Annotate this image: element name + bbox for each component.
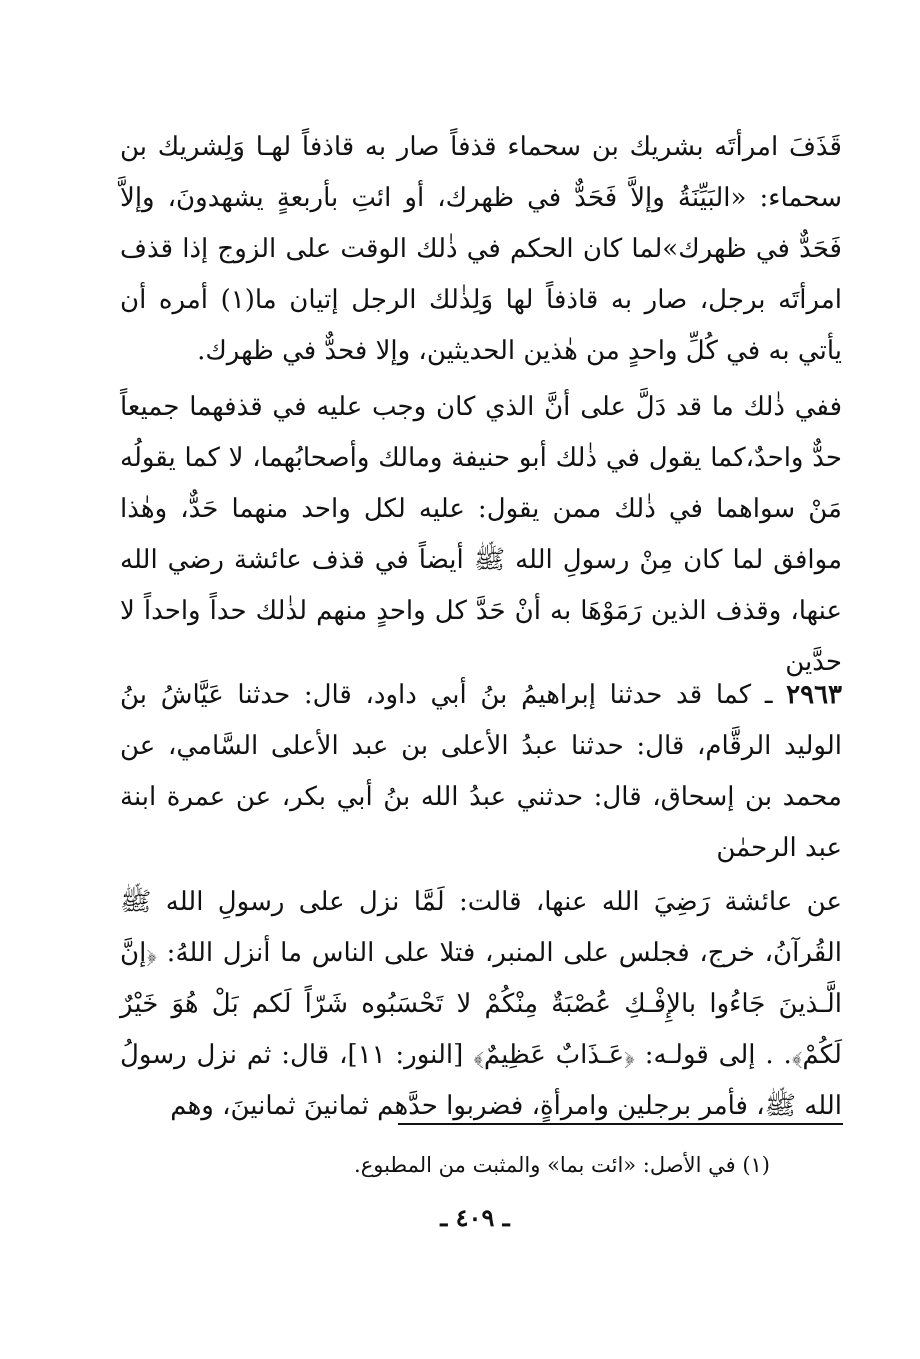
page-number-text: ـ ٤٠٩ ـ [440,1203,510,1232]
footnote-text: (١) في الأصل: «ائت بما» والمثبت من المطبوع. [354,1153,770,1177]
paragraph-text: قَذَفَ امرأتَه بشريك بن سحماء قذفاً صار به قاذفاً لهـا وَلِشريك بن سحماء: «البَيِّنَةُ وإلاَّ فَحَدٌّ في ظهرك، أو ائتِ بأربعةٍ يشهدونَ، وإلاَّ فَحَدٌّ في ظهرك»لما كان الحكم في ذٰلك الوقت على الزوج إذا قذف امرأتَه برجل، صار به قاذفاً لها وَلِذٰلك الرجل إتيان ما(١) أمره أن يأتي به في كُلِّ واحدٍ من هٰذين الحديثين، وإلا فحدٌّ في ظهرك. [120,132,843,366]
paragraph-text: ففي ذٰلك ما قد دَلَّ على أنَّ الذي كان وجب عليه في قذفهما جميعاً حدٌّ واحدٌ،كما يقول في ذٰلك أبو حنيفة ومالك وأصحابُهما، لا كما يقولُه مَنْ سواهما في ذٰلك ممن يقول: عليه لكل واحد منهما حَدٌّ، وهٰذا موافق لما كان مِنْ رسولِ الله ﷺ أيضاً في قذف عائشة رضي الله عنها، وقذف الذين رَمَوْهَا به أنْ حَدَّ كل واحدٍ منهم لذٰلك حداً واحداً لا حدَّين [120,392,842,677]
paragraph-text: ـ كما قد حدثنا إبراهيمُ بنُ أبي داود، قال: حدثنا عَيَّاشُ بنُ الوليد الرقَّام، قال: حدثنا عبدُ الأعلى بن عبد الأعلى السَّامي، عن محمد بن إسحاق، قال: حدثني عبدُ الله بنُ أبي بكر، عن عمرة ابنة عبد الرحمٰن [120,680,842,863]
footnote [150,1145,770,1185]
paragraph-hadith-chain [120,670,842,874]
hadith-number: ٢٩٦٣ [786,680,842,710]
page-number [380,1198,570,1238]
paragraph-text: عن عائشة رَضِيَ الله عنها، قالت: لَمَّا نزل على رسولِ الله ﷺ القُرآنُ، خرج، فجلس على المنبر، فتلا على الناس ما أنزل اللهُ: ﴿إنَّ الَّـذينَ جَاءُوا بالإِفْـكِ عُصْبَةٌ مِنْكُمْ لا تَحْسَبُوه شَرّاً لَكم بَلْ هُوَ خَيْرٌ لَكُمْ﴾. . إلى قولـه: ﴿عَـذَابٌ عَظِيمٌ﴾ [النور: ١١]، قال: ثم نزل رسولُ الله ﷺ، فأمر برجلين وامرأةٍ، فضربوا حدَّهم ثمانينَ ثمانينَ، وهم [120,887,842,1121]
footnote-divider [398,1123,843,1125]
paragraph-commentary [120,382,842,688]
paragraph-continuation [120,122,842,377]
paragraph-hadith-text [120,877,842,1132]
